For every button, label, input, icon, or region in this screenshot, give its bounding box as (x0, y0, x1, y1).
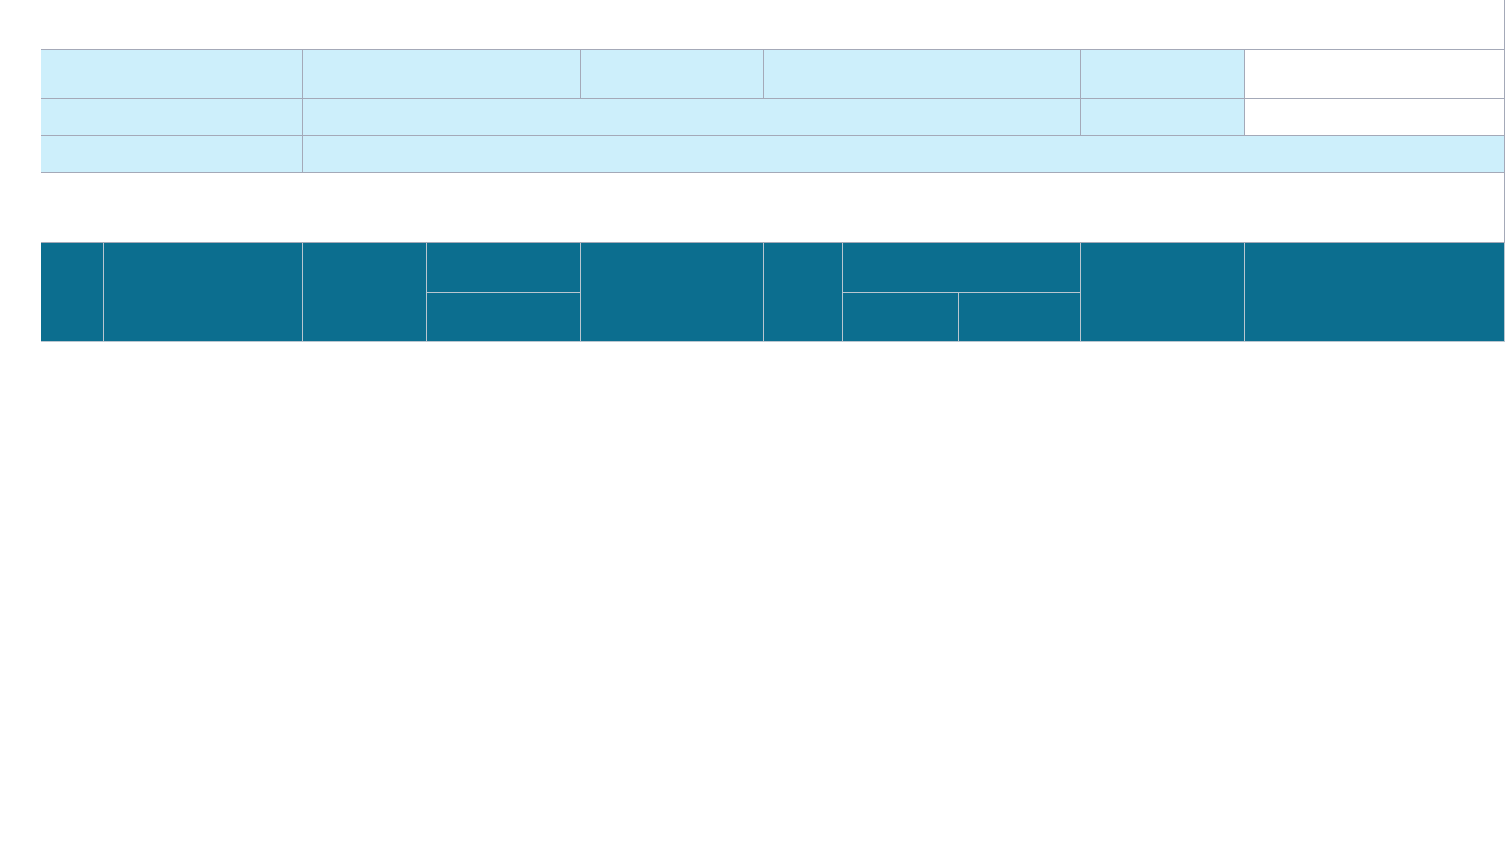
header-classification[interactable] (41, 243, 104, 342)
header-completion-time[interactable] (959, 293, 1081, 342)
header-plan-content[interactable] (303, 243, 427, 342)
header-sectors[interactable] (1245, 243, 1505, 342)
header-resources[interactable] (1081, 243, 1245, 342)
sheet-title[interactable] (41, 0, 1505, 50)
monthly-objectives-label[interactable] (41, 136, 303, 173)
receipt-time-label[interactable] (1081, 99, 1245, 136)
monthly-objectives-field[interactable] (303, 136, 1505, 173)
dept-head-field[interactable] (764, 50, 1081, 99)
header-objectives[interactable] (427, 243, 581, 293)
section-title[interactable] (41, 173, 1505, 243)
target-period-label[interactable] (41, 99, 303, 136)
type-time-label[interactable] (1081, 50, 1245, 99)
header-schedule[interactable] (843, 243, 1081, 293)
job-name-field[interactable] (303, 50, 581, 99)
target-period-field[interactable] (303, 99, 1081, 136)
header-start-time[interactable] (843, 293, 959, 342)
job-name-label[interactable] (41, 50, 303, 99)
header-measures[interactable] (581, 243, 764, 342)
header-serial-number[interactable] (104, 243, 303, 342)
type-time-field[interactable] (1245, 50, 1505, 99)
dept-head-label[interactable] (581, 50, 764, 99)
header-objectives-note[interactable] (427, 293, 581, 342)
receipt-time-field[interactable] (1245, 99, 1505, 136)
header-responsible[interactable] (764, 243, 843, 342)
